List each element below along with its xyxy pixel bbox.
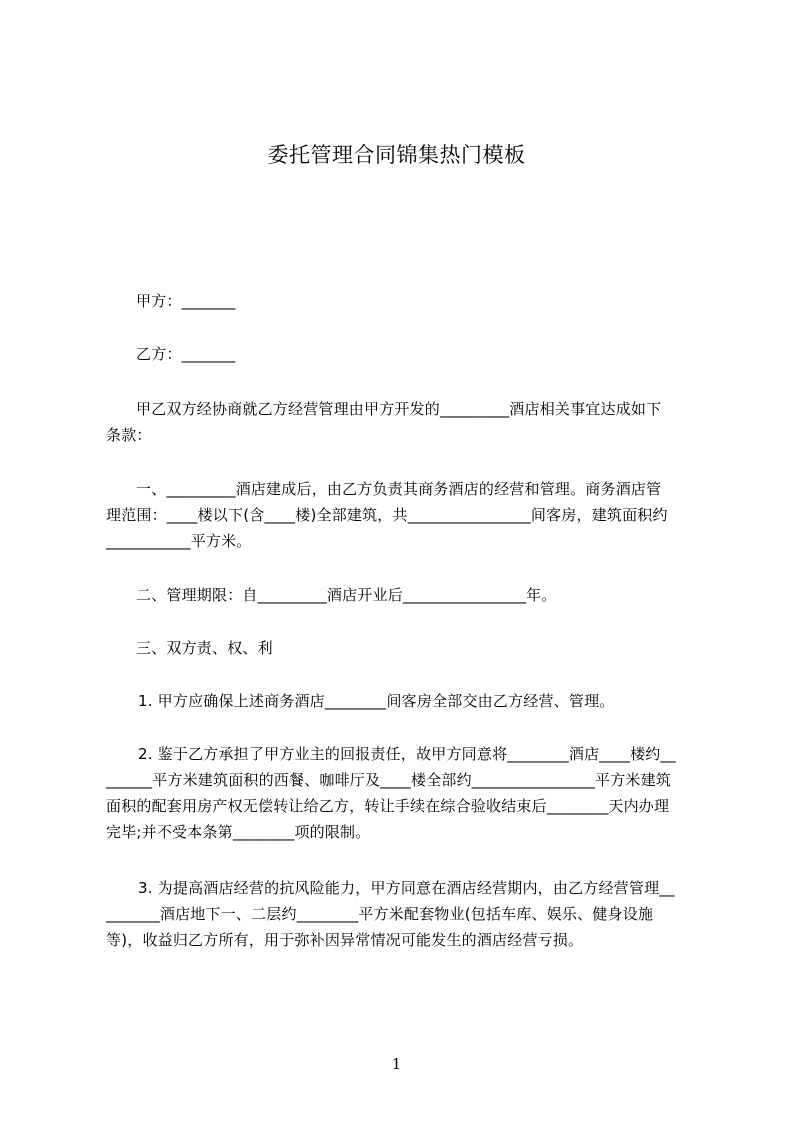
- item-3-line-3: 等)，收益归乙方所有，用于弥补因异常情况可能发生的酒店经营亏损。: [106, 931, 584, 949]
- clause-3-heading: [106, 635, 700, 661]
- party-a-text: 甲方：_______: [136, 292, 236, 310]
- item-3-paragraph: [106, 875, 700, 953]
- item-1-paragraph: [106, 688, 700, 714]
- intro-line-1: 甲乙双方经协商就乙方经营管理由甲方开发的_________酒店相关事宜达成如下: [136, 400, 662, 418]
- item-2-line-2: ______平方米建筑面积的西餐、咖啡厅及____楼全部约________________平方米建筑: [106, 771, 672, 789]
- item-2-line-3: 面积的配套用房产权无偿转让给乙方，转让手续在综合验收结束后________天内办理: [106, 797, 670, 815]
- item-2-line-1: 2. 鉴于乙方承担了甲方业主的回报责任，故甲方同意将________酒店____楼约__: [138, 745, 676, 763]
- party-b-line: [106, 341, 700, 367]
- item-1-text: 1. 甲方应确保上述商务酒店________间客房全部交由乙方经营、管理。: [138, 692, 615, 710]
- item-3-line-1: 3. 为提高酒店经营的抗风险能力，甲方同意在酒店经营期内，由乙方经营管理__: [138, 879, 675, 897]
- party-b-text: 乙方：_______: [136, 345, 236, 363]
- intro-paragraph: [106, 396, 700, 448]
- item-2-paragraph: [106, 741, 700, 845]
- document-title: 委托管理合同锦集热门模板: [267, 143, 526, 167]
- clause-1-paragraph: [106, 476, 700, 554]
- party-a-line: [106, 288, 700, 314]
- page-number: 1: [391, 1055, 402, 1073]
- item-2-line-4: 完毕;并不受本条第________项的限制。: [106, 823, 371, 841]
- clause-2-paragraph: [106, 582, 700, 608]
- clause-2-text: 二、管理期限：自_________酒店开业后________________年。: [136, 586, 557, 604]
- clause-3-text: 三、双方责、权、利: [136, 639, 273, 657]
- clause-1-line-2: 理范围：____楼以下(含____楼)全部建筑，共________________间客房，建筑面积约: [106, 506, 668, 524]
- intro-line-2: 条款：: [106, 426, 152, 444]
- item-3-line-2: _______酒店地下一、二层约________平方米配套物业(包括车库、娱乐、健身设施: [106, 905, 654, 923]
- clause-1-line-1: 一、_________酒店建成后，由乙方负责其商务酒店的经营和管理。商务酒店管: [136, 480, 662, 498]
- clause-1-line-3: ___________平方米。: [106, 532, 252, 550]
